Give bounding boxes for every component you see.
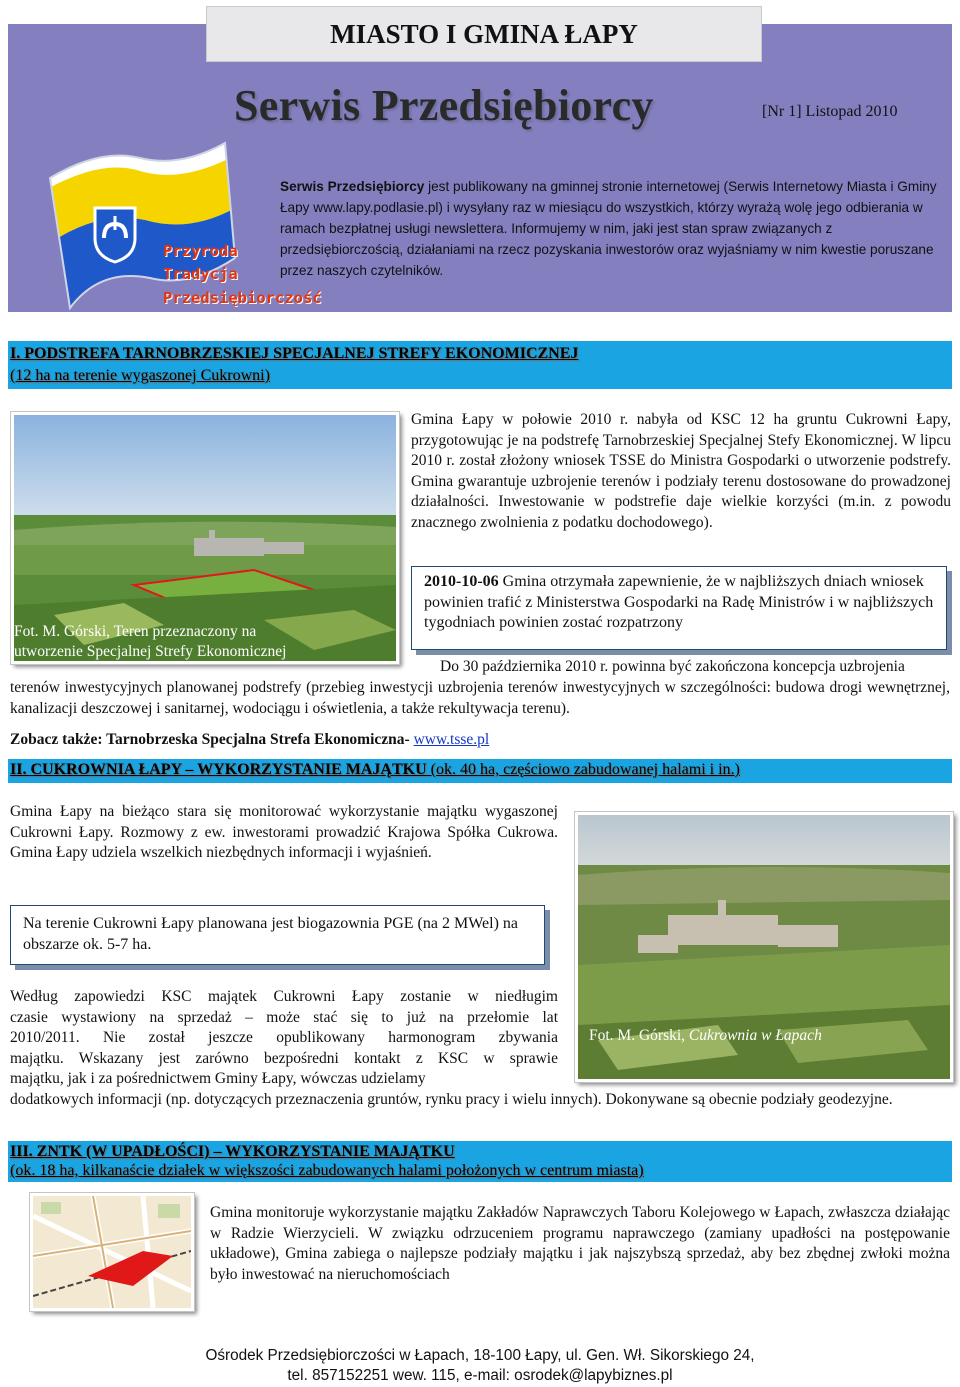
intro-text [280, 176, 940, 281]
photo-2-caption-author: Fot. M. Górski, [589, 1027, 689, 1044]
see-also-label: Zobacz także: Tarnobrzeska Specjalna Strefa Ekonomiczna- [10, 731, 414, 748]
tsse-link[interactable]: www.tsse.pl [413, 731, 490, 748]
section-2-paragraph-1: Gmina Łapy na bieżąco stara się monitorować wykorzystanie majątku wygaszonej Cukrowni Łapy. Rozmowy z ew. inwestorami prowadzić Krajowa Spółka Cukrowa. Gmina Łapy udziela wszelkich niezbędnych informacji i wyjaśnień. [10, 803, 558, 861]
paragraph-line: majątku, jak i za pośrednictwem Gminy Łapy, wówczas udzielamy [10, 1070, 426, 1087]
paragraph-line: 2010/2011. Nie został jeszcze opublikowany harmonogram zbywania [10, 1029, 558, 1046]
section-2-header [8, 759, 952, 783]
section-2-paragraph-2-rest: dodatkowych informacji (np. dotyczących przeznaczenia gruntów, rynku pracy i wielu innych). Dokonywane są obecnie podziały geodezyjne. [10, 1091, 893, 1108]
section-1-highlight-box [411, 566, 947, 650]
photo-2-caption [589, 1027, 822, 1045]
see-also [10, 731, 489, 749]
highlight-text: Gmina otrzymała zapewnienie, że w najbliższych dniach wniosek powinien trafić z Ministerstwa Gospodarki na Radę Ministrów i w najbliższych tygodniach powinien zostać rozpatrzony [424, 573, 934, 631]
footer-contact: tel. 857152251 wew. 115, e-mail: osrodek@lapybiznes.pl [287, 1367, 673, 1384]
section-1-subtitle: (12 ha na terenie wygaszonej Cukrowni) [10, 367, 270, 384]
section-1-header [8, 341, 952, 389]
section-3-subtitle: (ok. 18 ha, kilkanaście działek w większości zabudowanych halami położonych w centrum miasta) [10, 1162, 644, 1179]
newsletter-title: Serwis Przedsiębiorcy [234, 81, 654, 130]
section-2-heading [10, 761, 740, 779]
photo-2-caption-title: Cukrownia w Łapach [688, 1027, 822, 1044]
paragraph-line: Według zapowiedzi KSC majątek Cukrowni Łapy zostanie w niedługim [10, 988, 558, 1005]
section-3-header [8, 1141, 952, 1182]
paragraph-line: czasie wystawiony na sprzedaż – może stać się to już na przełomie lat [10, 1008, 558, 1026]
section-2-subtitle: (ok. 40 ha, częściowo zabudowanej halami i in.) [426, 761, 740, 778]
paragraph-line: majątku. Wskazany jest zarówno bezpośredni kontakt z KSC w sprawie [10, 1049, 558, 1067]
masthead-title: MIASTO I GMINA ŁAPY [206, 6, 762, 62]
highlight-date: 2010-10-06 [424, 573, 499, 590]
footer-address: Ośrodek Przedsiębiorczości w Łapach, 18-100 Łapy, ul. Gen. Wł. Sikorskiego 24, [205, 1347, 755, 1364]
photo-caption-line-1: Fot. M. Górski, Teren przeznaczony na [14, 623, 257, 640]
issue-label: [Nr 1] Listopad 2010 [762, 103, 898, 120]
motto-line-3: Przedsiębiorczość [163, 289, 322, 307]
section-2-paragraph-2 [10, 987, 558, 1090]
zntk-area-map [30, 1193, 194, 1311]
photo-caption-line-2: utworzenie Specjalnej Strefy Ekonomicznej [14, 643, 287, 660]
section-1-paragraph-2: terenów inwestycyjnych planowanej podstrefy (przebieg inwestycji uzbrojenia terenów inwestycyjnych w szczególności: budowa drogi wewnętrznej, kanalizacji deszczowej i sanitarnej, wodociągu i oświetlenia, a także rekultywacja terenu). [10, 679, 950, 717]
section-1-title: I. PODSTREFA TARNOBRZESKIEJ SPECJALNEJ STREFY EKONOMICZNEJ [10, 345, 579, 362]
section-3-title: III. ZNTK (W UPADŁOŚCI) – WYKORZYSTANIE MAJĄTKU [10, 1143, 455, 1160]
section-2-title: II. CUKROWNIA ŁAPY – WYKORZYSTANIE MAJĄTKU [10, 761, 427, 778]
intro-bold: Serwis Przedsiębiorcy [280, 179, 425, 194]
motto-line-2: Tradycja [163, 265, 238, 283]
footer [0, 1346, 960, 1386]
motto-line-1: Przyroda [163, 242, 238, 260]
section-3-paragraph: Gmina monitoruje wykorzystanie majątku Zakładów Naprawczych Taboru Kolejowego w Łapach, zwłaszcza działając w Radzie Wierzycieli. W związku odrzuceniem programu naprawczego (zamiany upadłości na postępowanie układowe), Gmina zabiega o najlepsze podziały majątku i jak najszybszą sprzedaż, aby bez zbędnej zwłoki można było inwestować na nieruchomościach [210, 1204, 950, 1283]
section-1-paragraph-2-first: Do 30 października 2010 r. powinna być zakończona koncepcja uzbrojenia [440, 658, 905, 675]
coat-of-arms-icon [95, 208, 135, 262]
section-1-paragraph-1: Gmina Łapy w połowie 2010 r. nabyła od KSC 12 ha gruntu Cukrowni Łapy, przygotowując je na podstrefę Tarnobrzeskiej Specjalnej Stefy Ekonomicznej. W lipcu 2010 r. został złożony wniosek TSSE do Ministra Gospodarki o utworzenie podstrefy. Gmina gwarantuje uzbrojenie terenów i podziały terenu dostosowane do prowadzonej działalności. Inwestowanie w podstrefie daje wielkie korzyści (m.in. z powodu znacznego zwolnienia z podatku dochodowego). [411, 411, 951, 531]
intro-body: jest publikowany na gminnej stronie internetowej (Serwis Internetowy Miasta i Gminy Łapy www.lapy.podlasie.pl) i wysyłany raz w miesiącu do wszystkich, którzy wyrażą wolę jego odbierania w ramach bezpłatnej usługi newslettera. Informujemy w nim, jaki jest stan spraw związanych z przedsiębiorczością, działaniami na rzecz pozyskania inwestorów oraz wyjaśniamy w nim kwestie poruszane przez naszych czytelników. [280, 179, 937, 278]
biogas-plant-box: Na terenie Cukrowni Łapy planowana jest biogazownia PGE (na 2 MWel) na obszarze ok. 5-7 ha. [10, 905, 545, 965]
